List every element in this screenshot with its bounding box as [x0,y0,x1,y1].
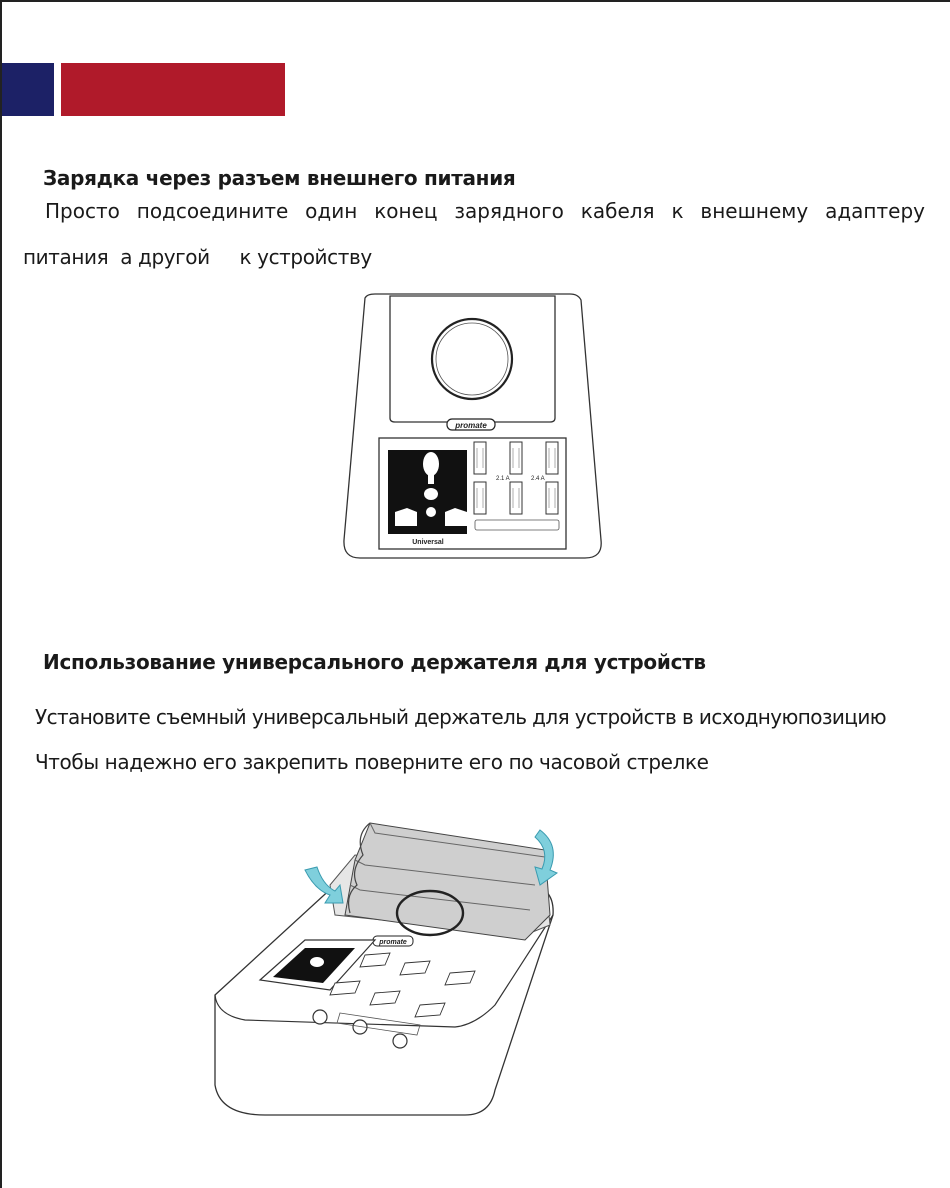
header-bar-blue [2,63,54,116]
brand-logo-text: promate [455,421,487,430]
section1-text-line1: Просто подсоедините один конец зарядного кабеля к внешнему адаптеру [45,199,925,223]
section2-text-line1: Установите съемный универсальный держатель для устройств в исходнуюпозицию [35,705,886,729]
brand-logo-text-2: promate [379,939,407,946]
section-heading-external-power: Зарядка через разъем внешнего питания [43,166,516,190]
usb-label-2-4a: 2.4 A [531,476,545,482]
page-frame-left [0,0,2,1188]
socket-label: Universal [412,539,444,546]
charging-station-front-figure [335,290,610,562]
usb-label-2-1a: 2.1 A [496,476,510,482]
universal-holder-rotation-figure [205,815,570,1125]
section1-text-line2: питания а другой к устройству [23,245,372,269]
header-bar-red [61,63,285,116]
section2-text-line2: Чтобы надежно его закрепить поверните его по часовой стрелке [35,750,709,774]
section-heading-universal-holder: Использование универсального держателя для устройств [43,650,706,674]
page-frame-top [0,0,950,2]
